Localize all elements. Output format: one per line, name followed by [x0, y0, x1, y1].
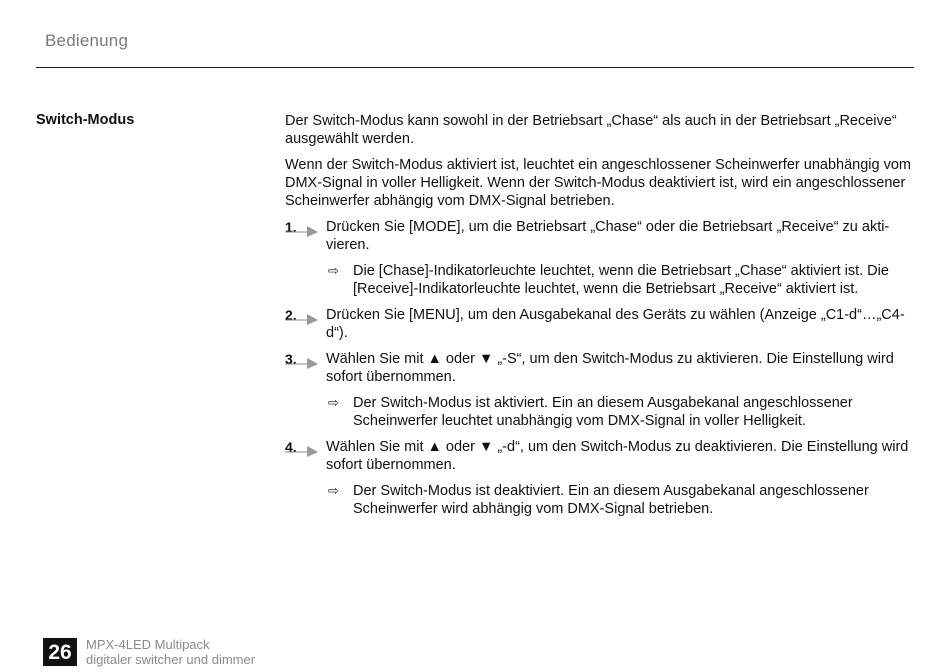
step-text: Wählen Sie mit ▲ oder ▼ „-S“, um den Switch-Modus zu aktivieren. Die Einstellung wird sofort übernommen.: [326, 351, 894, 385]
step-arrow-icon: [285, 225, 319, 237]
step-1-result: [285, 262, 915, 298]
page-header-title: Bedienung: [45, 31, 129, 50]
step-marker: [285, 306, 319, 324]
footer-product-info: [86, 637, 255, 667]
step-3-result: [285, 394, 915, 430]
step-number: 3.: [285, 351, 297, 367]
step-text: Drücken Sie [MENU], um den Ausgabekanal des Geräts zu wählen (Anzeige „C1-d“…„C4-d“).: [326, 307, 905, 341]
footer-product-name: MPX-4LED Multipack: [86, 637, 210, 652]
result-arrow-icon: ⇨: [328, 483, 339, 498]
result-text: Der Switch-Modus ist deaktiviert. Ein an diesem Ausgabekanal angeschlossener Scheinwerfer wird abhängig vom DMX-Signal betrieben.: [353, 483, 869, 517]
step-marker: [285, 350, 319, 368]
step-number: 1.: [285, 219, 297, 235]
result-text: Der Switch-Modus ist aktiviert. Ein an diesem Ausgabekanal angeschlossener Scheinwerfer leuchtet unabhängig vom DMX-Signal in voller Helligkeit.: [353, 395, 853, 429]
step-text: Wählen Sie mit ▲ oder ▼ „-d“, um den Switch-Modus zu deaktivieren. Die Einstellung wird sofort übernommen.: [326, 439, 909, 473]
section-body: [285, 112, 915, 526]
page-number-badge: 26: [43, 638, 77, 666]
header-divider: [36, 67, 914, 68]
section-heading: Switch-Modus: [36, 112, 135, 128]
footer-product-subtitle: digitaler switcher und dimmer: [86, 652, 256, 667]
step-4-result: [285, 482, 915, 518]
step-4: [285, 438, 915, 474]
step-arrow-icon: [285, 313, 319, 325]
result-arrow-icon: ⇨: [328, 263, 339, 278]
step-arrow-icon: [285, 357, 319, 369]
step-marker: [285, 218, 319, 236]
step-text: Drücken Sie [MODE], um die Betriebsart „Chase“ oder die Betriebsart „Receive“ zu aktivieren.: [326, 219, 890, 253]
intro-paragraph-1: Der Switch-Modus kann sowohl in der Betriebsart „Chase“ als auch in der Betriebsart „Receive“ ausgewählt werden.: [285, 113, 897, 147]
step-number: 4.: [285, 439, 297, 455]
result-arrow-icon: ⇨: [328, 395, 339, 410]
step-3: [285, 350, 915, 386]
step-marker: [285, 438, 319, 456]
step-1: [285, 218, 915, 254]
result-text: Die [Chase]-Indikatorleuchte leuchtet, wenn die Betriebsart „Chase“ aktiviert ist. Die [Receive]-Indikatorleuchte leuchtet, wenn die Betriebsart „Receive“ aktiviert ist.: [353, 263, 889, 297]
step-2: [285, 306, 915, 342]
step-number: 2.: [285, 307, 297, 323]
intro-paragraph-2: Wenn der Switch-Modus aktiviert ist, leuchtet ein angeschlossener Scheinwerfer unabhängig vom DMX-Signal in voller Helligkeit. Wenn der Switch-Modus deaktiviert ist, wird ein angeschlossener Scheinwerfer abhängig vom DMX-Signal betrieben.: [285, 157, 911, 209]
step-arrow-icon: [285, 445, 319, 457]
